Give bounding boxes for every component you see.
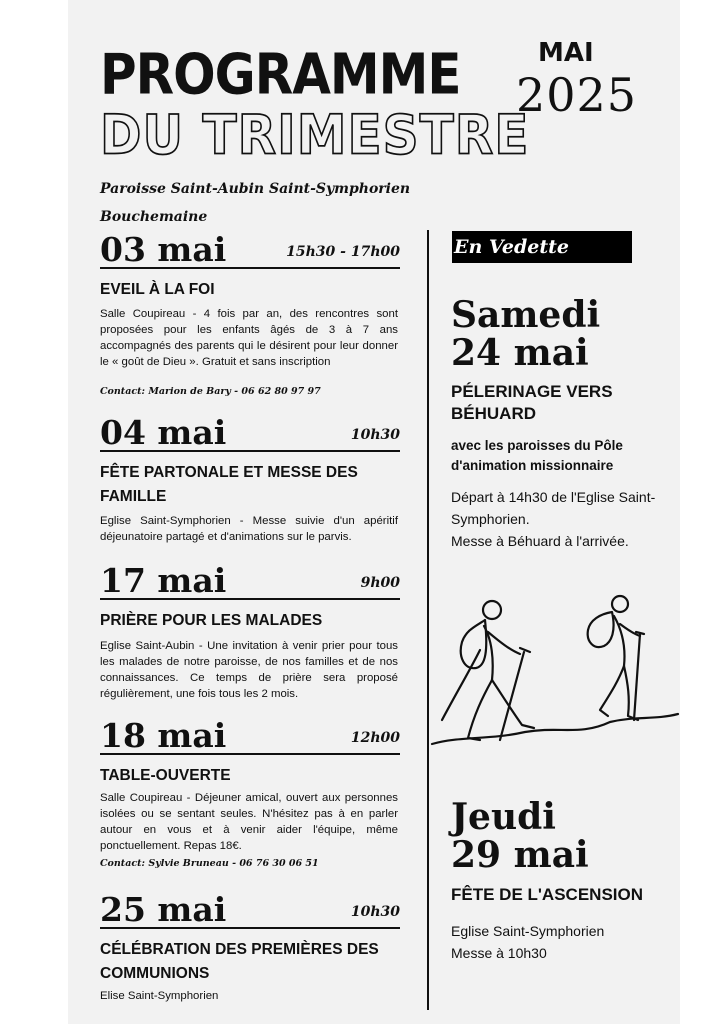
featured-label: En Vedette [452, 231, 632, 263]
event-time: 10h30 [350, 904, 400, 920]
event-04-mai [100, 415, 400, 555]
featured-event-24-mai [451, 296, 671, 372]
event-title: CÉLÉBRATION DES PREMIÈRES DES COMMUNIONS [100, 941, 379, 982]
event-divider [100, 267, 400, 269]
event-contact: Contact: Sylvie Bruneau - 06 76 30 06 51 [100, 858, 319, 869]
event-03-mai [100, 232, 400, 402]
featured-date: 29 mai [451, 834, 589, 876]
event-contact: Contact: Marion de Bary - 06 62 80 97 97 [100, 386, 321, 397]
event-date: 18 mai [100, 716, 227, 755]
event-time: 9h00 [360, 575, 400, 591]
event-title: EVEIL À LA FOI [100, 281, 215, 298]
event-time: 12h00 [350, 730, 400, 746]
event-title: PRIÈRE POUR LES MALADES [100, 612, 323, 629]
event-description: Eglise Saint-Symphorien - Messe suivie d'un apéritif déjeunatoire partagé et d'animations sur le parvis. [100, 515, 398, 543]
parish-name [100, 175, 430, 231]
event-date: 17 mai [100, 561, 227, 600]
event-description: Salle Coupireau - Déjeuner amical, ouvert aux personnes isolées ou se sentant seules. N'hésitez pas à en parler autour en vous et à venir aider l'équipe, même ponctuellement. Repas 18€. [100, 792, 398, 852]
featured-details [451, 486, 676, 552]
event-17-mai [100, 563, 400, 703]
featured-title: FÊTE DE L'ASCENSION [451, 885, 644, 904]
featured-event-29-mai [451, 798, 671, 874]
event-18-mai [100, 718, 400, 878]
month-label: MAI [538, 38, 594, 68]
year-label: 2025 [516, 68, 638, 122]
event-description: Elise Saint-Symphorien [100, 990, 219, 1002]
event-divider [100, 598, 400, 600]
title-line-1: PROGRAMME [100, 42, 461, 107]
event-title: FÊTE PARTONALE ET MESSE DES FAMILLE [100, 464, 358, 505]
event-time: 15h30 - 17h00 [286, 244, 400, 260]
featured-day: Jeudi [451, 796, 556, 838]
event-date: 25 mai [100, 890, 227, 929]
title-line-2: DU TRIMESTRE [100, 104, 530, 167]
event-date: 04 mai [100, 413, 227, 452]
hikers-line-drawing-icon [430, 590, 680, 750]
event-divider [100, 450, 400, 452]
event-description: Eglise Saint-Aubin - Une invitation à venir prier pour tous les malades de notre paroisse, de nos familles et de nos connaissances. Ce temps de prière sera proposé régulièrement, une fois tous les 2 mois. [100, 640, 398, 700]
featured-detail-line: Messe à Béhuard à l'arrivée. [451, 533, 629, 549]
featured-date: 24 mai [451, 332, 589, 374]
parish-line-1: Paroisse Saint-Aubin Saint-Symphorien [100, 181, 411, 197]
event-divider [100, 927, 400, 929]
event-title: TABLE-OUVERTE [100, 767, 231, 784]
event-date: 03 mai [100, 230, 227, 269]
featured-details [451, 920, 676, 964]
featured-day: Samedi [451, 294, 601, 336]
featured-detail-line: Messe à 10h30 [451, 945, 547, 961]
column-divider [427, 230, 429, 1010]
parish-line-2: Bouchemaine [100, 209, 208, 225]
event-25-mai [100, 892, 400, 1007]
event-time: 10h30 [350, 427, 400, 443]
featured-subtitle: avec les paroisses du Pôle d'animation missionnaire [451, 438, 623, 473]
event-divider [100, 753, 400, 755]
featured-title: PÉLERINAGE VERS BÉHUARD [451, 382, 613, 423]
featured-detail-line: Départ à 14h30 de l'Eglise Saint-Symphorien. [451, 489, 656, 527]
event-description: Salle Coupireau - 4 fois par an, des rencontres sont proposées pour les enfants âgés de 3 à 7 ans accompagnés des parents qui le désirent pour leur donner le « goût de Dieu ». Gratuit et sans inscription [100, 308, 398, 368]
featured-detail-line: Eglise Saint-Symphorien [451, 923, 605, 939]
